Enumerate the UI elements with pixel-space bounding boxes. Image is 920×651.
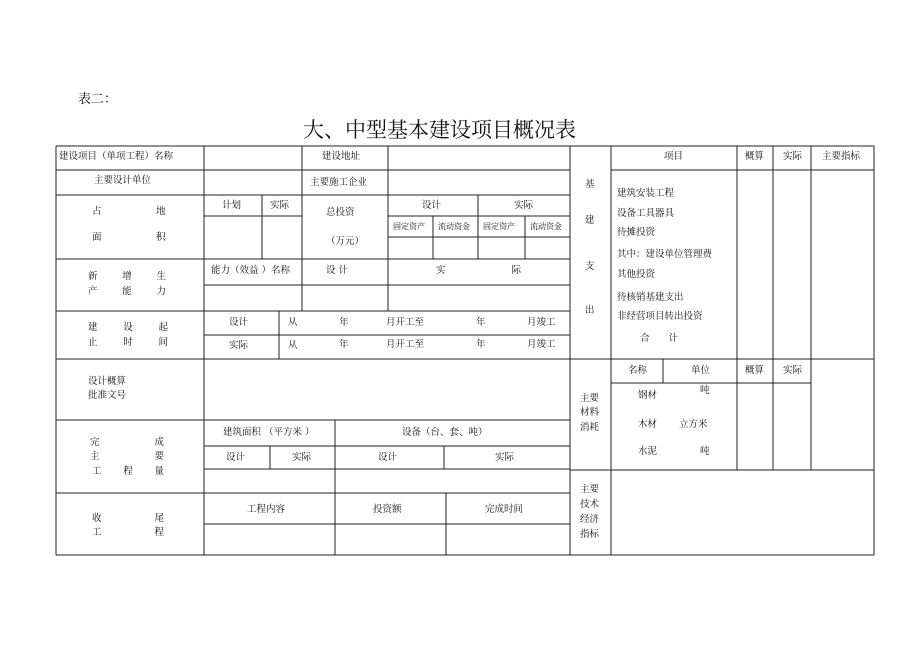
period-actual-year1: 年: [339, 339, 349, 350]
period-design-year1: 年: [339, 317, 349, 328]
capacity-benefit-name-label: 能力（效益 ）名称: [211, 265, 291, 276]
new-capacity-label-row1: 新 增 生: [88, 271, 166, 282]
project-name-label: 建设项目（单项工程）名称: [59, 151, 174, 162]
actual-fixed-assets: 固定资产: [483, 222, 515, 231]
capex-item-7: 非经营项目转出投资: [617, 311, 703, 322]
construction-address-label: 建设地址: [322, 151, 361, 162]
actual-working-capital: 流动资金: [530, 222, 562, 231]
period-actual-from: 从: [288, 340, 298, 351]
materials-label-1: 主要: [580, 393, 600, 404]
capex-total: 合 计: [640, 333, 679, 344]
equipment-actual-header: 实际: [495, 452, 515, 463]
capex-vertical-2: 建: [585, 215, 595, 226]
page-title: 大、中型基本建设项目概况表: [303, 118, 576, 142]
invest-actual-header: 实际: [514, 200, 534, 211]
main-quantity-label-row1: 完 成: [90, 437, 164, 448]
building-design-header: 设计: [226, 452, 246, 463]
tech-indicators-label-3: 经济: [580, 514, 600, 525]
capex-vertical-1: 基: [585, 179, 595, 190]
tail-works-label-row2: 工 程: [92, 527, 164, 538]
steel-name: 钢材: [638, 390, 658, 401]
wan-yuan-label: （万元）: [326, 236, 365, 247]
material-unit-header: 单位: [691, 365, 711, 376]
construction-period-label-row1: 建 设 起: [88, 322, 168, 333]
design-fixed-assets: 固定资产: [393, 222, 425, 231]
steel-unit: 吨: [700, 385, 710, 396]
land-area-char-1: 占: [92, 206, 102, 217]
wood-unit: 立方米: [679, 419, 708, 430]
period-actual-month-start: 月开工至: [386, 339, 425, 350]
completion-time-header: 完成时间: [485, 504, 524, 515]
building-area-header: 建筑面积 （平方米 ）: [223, 427, 315, 438]
capex-item-1: 建筑安装工程: [617, 188, 675, 199]
land-area-char-4: 积: [156, 232, 166, 243]
capex-vertical-4: 出: [585, 305, 595, 316]
design-unit-label: 主要设计单位: [94, 175, 152, 186]
period-design-year2: 年: [476, 317, 486, 328]
land-plan-header: 计划: [222, 200, 242, 211]
table-number-label: 表二：: [78, 92, 118, 107]
land-area-char-3: 面: [92, 232, 102, 243]
design-working-capital: 流动资金: [438, 222, 470, 231]
budget-column-header: 概算: [745, 151, 765, 162]
construction-period-label-row2: 止 时 间: [88, 337, 168, 348]
capacity-design-header: 设 计: [326, 265, 349, 276]
period-design-label: 设计: [229, 317, 249, 328]
capex-item-5: 其他投资: [617, 269, 656, 280]
invest-design-header: 设计: [422, 200, 442, 211]
construction-company-label: 主要施工企业: [310, 177, 368, 188]
tail-works-label-row1: 收 尾: [92, 513, 164, 524]
actual-column-header: 实际: [783, 151, 803, 162]
tech-indicators-label-1: 主要: [580, 484, 600, 495]
item-column-header: 项目: [664, 151, 684, 162]
materials-label-2: 材料: [580, 407, 600, 418]
period-actual-label: 实际: [229, 340, 249, 351]
budget-approval-label-1: 设计概算: [88, 376, 127, 387]
period-design-from: 从: [288, 317, 298, 328]
capex-item-2: 设备工具器具: [617, 208, 675, 219]
capex-item-3: 待摊投资: [617, 227, 656, 238]
period-actual-month-done: 月竣工: [527, 339, 556, 350]
invest-amount-header: 投资额: [373, 504, 402, 515]
material-budget-header: 概算: [745, 365, 765, 376]
capex-vertical-3: 支: [585, 261, 595, 272]
equipment-design-header: 设计: [378, 452, 398, 463]
land-actual-header: 实际: [270, 200, 290, 211]
main-quantity-label-row2: 主 要: [90, 451, 164, 462]
land-area-char-2: 地: [156, 206, 166, 217]
tech-indicators-label-2: 技术: [580, 499, 600, 510]
work-content-header: 工程内容: [247, 504, 286, 515]
capex-item-4: 其中：建设单位管理费: [617, 249, 713, 260]
budget-approval-label-2: 批准文号: [88, 390, 127, 401]
building-actual-header: 实际: [292, 452, 312, 463]
main-quantity-label-row3: 工 程 量: [92, 466, 164, 477]
period-design-month-done: 月竣工: [527, 317, 556, 328]
total-investment-label: 总投资: [326, 207, 355, 218]
indicators-column-header: 主要指标: [822, 151, 861, 162]
equipment-header: 设备（台、套、吨）: [402, 427, 488, 438]
capex-item-6: 待核销基建支出: [617, 292, 684, 303]
tech-indicators-label-4: 指标: [580, 529, 600, 540]
period-design-month-start: 月开工至: [386, 317, 425, 328]
new-capacity-label-row2: 产 能 力: [88, 286, 166, 297]
wood-name: 木材: [638, 419, 658, 430]
cement-unit: 吨: [700, 446, 710, 457]
cement-name: 水泥: [638, 446, 658, 457]
period-actual-year2: 年: [476, 339, 486, 350]
capacity-actual-header: 实 际: [436, 265, 521, 276]
material-name-header: 名称: [628, 365, 648, 376]
material-actual-header: 实际: [783, 365, 803, 376]
materials-label-3: 消耗: [580, 422, 600, 433]
